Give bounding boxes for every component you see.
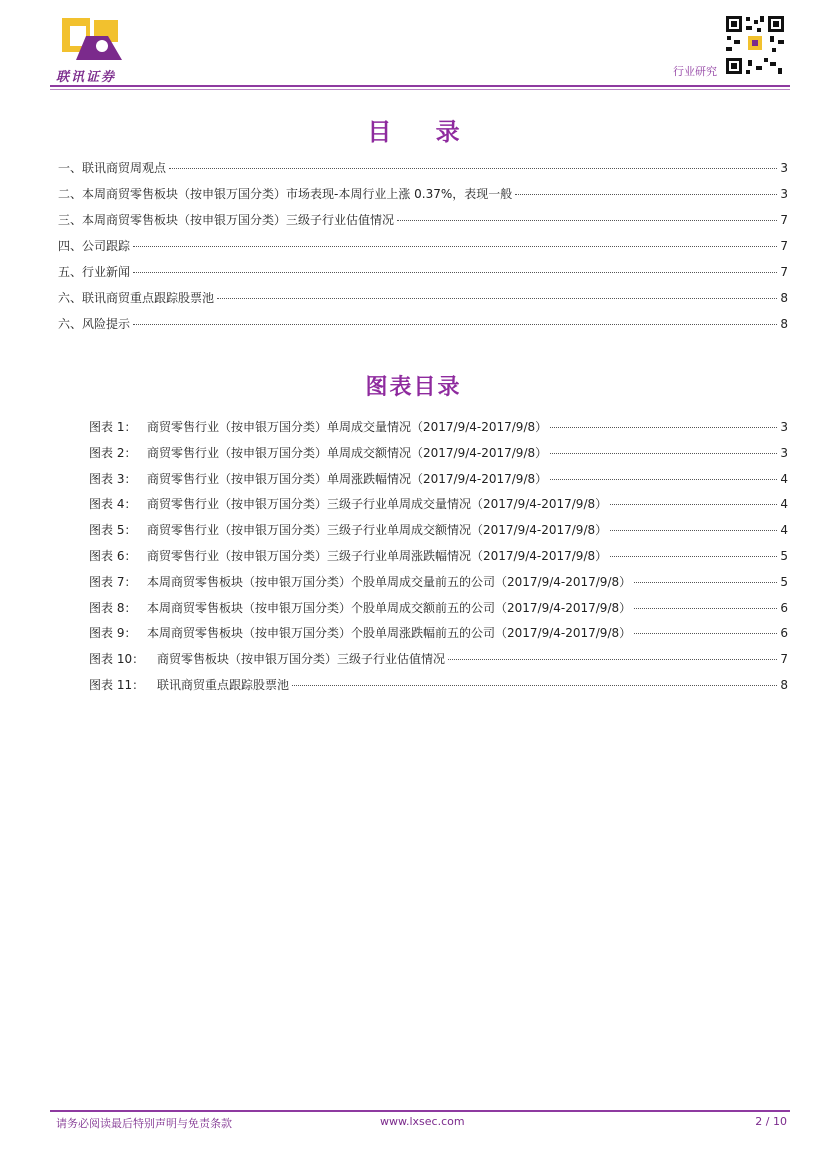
toc-entry-page: 7 (780, 265, 788, 279)
figure-leader-dots (448, 659, 777, 660)
figure-toc-list (89, 420, 788, 704)
figure-leader-dots (292, 685, 777, 686)
toc-entry-label: 四、公司跟踪 (58, 239, 131, 253)
footer-website-link[interactable]: www.lxsec.com (380, 1115, 465, 1128)
toc-entry[interactable] (58, 265, 788, 291)
header-divider (50, 85, 790, 87)
qr-code-icon (724, 14, 786, 76)
toc-entry-label: 三、本周商贸零售板块（按申银万国分类）三级子行业估值情况 (58, 213, 395, 227)
brand-name: 联讯证券 (56, 70, 117, 85)
footer-disclaimer: 请务必阅读最后特别声明与免责条款 (56, 1117, 232, 1130)
figure-entry[interactable] (89, 420, 788, 446)
toc-entry-label: 六、联讯商贸重点跟踪股票池 (58, 291, 215, 305)
toc-entry[interactable] (58, 161, 788, 187)
figure-entry[interactable] (89, 472, 788, 498)
figure-entry-label: 商贸零售行业（按申银万国分类）单周成交额情况（2017/9/4-2017/9/8） (147, 445, 548, 460)
figure-entry-label: 商贸零售行业（按申银万国分类）三级子行业单周成交额情况（2017/9/4-2017/9/8） (147, 523, 608, 538)
page-indicator: 2 / 10 (755, 1115, 787, 1128)
figure-leader-dots (634, 608, 777, 609)
toc-entry-page: 3 (780, 161, 788, 175)
figure-entry-label: 本周商贸零售板块（按申银万国分类）个股单周成交额前五的公司（2017/9/4-2017/9/8） (147, 600, 632, 615)
toc-leader-dots (217, 298, 777, 299)
figure-entry-number: 图表 4： (89, 497, 137, 512)
footer-divider (50, 1110, 790, 1112)
figure-entry-page: 4 (780, 497, 788, 512)
figure-entry-number: 图表 8： (89, 600, 137, 615)
figure-toc-title: 图表目录 (365, 374, 462, 400)
figure-entry-number: 图表 2： (89, 445, 137, 460)
figure-leader-dots (610, 504, 777, 505)
toc-leader-dots (133, 246, 777, 247)
figure-entry-label: 商贸零售板块（按申银万国分类）三级子行业估值情况 (157, 652, 446, 667)
figure-entry-number: 图表 1： (89, 420, 137, 434)
figure-entry-page: 3 (780, 445, 788, 460)
toc-leader-dots (169, 168, 777, 169)
toc-entry[interactable] (58, 291, 788, 317)
figure-entry-number: 图表 10： (89, 652, 145, 667)
figure-leader-dots (610, 530, 777, 531)
toc-entry[interactable] (58, 213, 788, 239)
toc-entry-page: 8 (780, 317, 788, 331)
toc-entry-label: 一、联讯商贸周观点 (58, 161, 167, 175)
figure-entry-label: 商贸零售行业（按申银万国分类）单周涨跌幅情况（2017/9/4-2017/9/8） (147, 471, 548, 486)
toc-leader-dots (133, 324, 777, 325)
figure-entry-label: 商贸零售行业（按申银万国分类）三级子行业单周涨跌幅情况（2017/9/4-2017/9/8） (147, 548, 608, 563)
figure-entry-page: 6 (780, 626, 788, 641)
figure-entry-label: 本周商贸零售板块（按申银万国分类）个股单周涨跌幅前五的公司（2017/9/4-2017/9/8） (147, 626, 632, 641)
figure-entry[interactable] (89, 652, 788, 678)
toc-title: 目 录 (367, 117, 478, 146)
figure-entry-number: 图表 6： (89, 548, 137, 563)
figure-entry-page: 4 (780, 471, 788, 486)
figure-leader-dots (610, 556, 777, 557)
toc-entry-page: 3 (780, 187, 788, 201)
figure-entry-page: 8 (780, 677, 788, 692)
figure-entry[interactable] (89, 678, 788, 704)
figure-entry-label: 联讯商贸重点跟踪股票池 (157, 677, 290, 692)
figure-entry[interactable] (89, 626, 788, 652)
figure-entry-number: 图表 3： (89, 471, 137, 486)
toc-leader-dots (133, 272, 777, 273)
figure-entry[interactable] (89, 497, 788, 523)
figure-entry-page: 5 (780, 574, 788, 589)
figure-entry-page: 7 (780, 652, 788, 667)
figure-entry-number: 图表 11： (89, 677, 145, 692)
toc-leader-dots (397, 220, 777, 221)
figure-entry-page: 5 (780, 548, 788, 563)
figure-entry-page: 6 (780, 600, 788, 615)
figure-entry-number: 图表 5： (89, 523, 137, 538)
figure-leader-dots (634, 582, 777, 583)
figure-entry-number: 图表 9： (89, 626, 137, 641)
figure-leader-dots (550, 453, 777, 454)
figure-entry[interactable] (89, 601, 788, 627)
figure-entry[interactable] (89, 575, 788, 601)
toc-entry[interactable] (58, 187, 788, 213)
figure-leader-dots (634, 633, 777, 634)
toc-entry-label: 六、风险提示 (58, 317, 131, 331)
figure-entry-label: 商贸零售行业（按申银万国分类）三级子行业单周成交量情况（2017/9/4-2017/9/8） (147, 497, 608, 512)
figure-entry[interactable] (89, 549, 788, 575)
figure-entry[interactable] (89, 523, 788, 549)
toc-entry-page: 7 (780, 239, 788, 253)
toc-entry-label: 二、本周商贸零售板块（按申银万国分类）市场表现-本周行业上涨 0.37%，表现一般 (58, 187, 513, 201)
figure-entry-page: 4 (780, 523, 788, 538)
toc-entry-page: 7 (780, 213, 788, 227)
figure-entry-number: 图表 7： (89, 574, 137, 589)
company-logo-icon (56, 12, 126, 64)
page-header (0, 0, 827, 100)
section-label: 行业研究 (673, 65, 717, 78)
figure-entry-page: 3 (780, 420, 788, 434)
figure-entry[interactable] (89, 446, 788, 472)
toc-entry-page: 8 (780, 291, 788, 305)
figure-leader-dots (550, 427, 777, 428)
toc-entry[interactable] (58, 317, 788, 343)
header-divider-thin (50, 89, 790, 90)
toc-leader-dots (515, 194, 777, 195)
toc-list (58, 161, 788, 343)
toc-entry[interactable] (58, 239, 788, 265)
figure-entry-label: 商贸零售行业（按申银万国分类）单周成交量情况（2017/9/4-2017/9/8） (147, 420, 548, 434)
toc-entry-label: 五、行业新闻 (58, 265, 131, 279)
figure-entry-label: 本周商贸零售板块（按申银万国分类）个股单周成交量前五的公司（2017/9/4-2017/9/8） (147, 574, 632, 589)
figure-leader-dots (550, 479, 777, 480)
